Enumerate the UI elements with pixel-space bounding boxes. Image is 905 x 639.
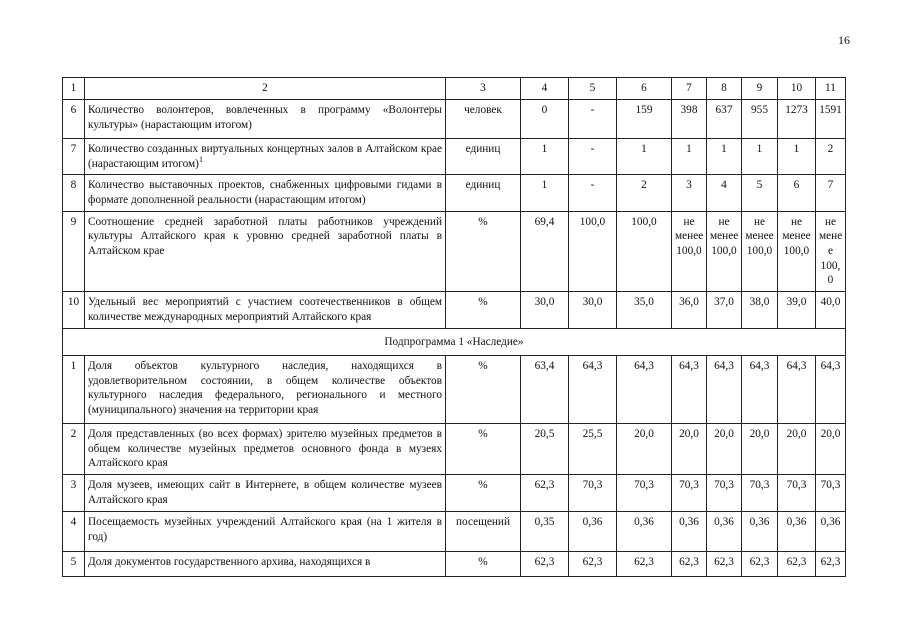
value-cell: 64,3 xyxy=(742,356,778,424)
indicator-name: Соотношение средней заработной платы работников учреждений культуры Алтайского края к уровню средней заработной платы в Алтайском крае xyxy=(85,211,446,291)
value-cell: 100,0 xyxy=(569,211,617,291)
value-cell: 39,0 xyxy=(778,292,816,329)
value-cell: 0,36 xyxy=(742,512,778,552)
value-cell: 1 xyxy=(617,139,672,175)
row-number: 4 xyxy=(63,512,85,552)
value-cell: 70,3 xyxy=(707,475,742,512)
value-cell: 62,3 xyxy=(742,552,778,577)
value-cell: 0,36 xyxy=(816,512,846,552)
row-number: 2 xyxy=(63,424,85,475)
page-number: 16 xyxy=(838,33,850,47)
table-row xyxy=(63,100,846,139)
value-cell: 1 xyxy=(742,139,778,175)
table-row xyxy=(63,211,846,291)
value-cell: 62,3 xyxy=(778,552,816,577)
value-cell: 1273 xyxy=(778,100,816,139)
indicator-name: Количество волонтеров, вовлеченных в программу «Волонтеры культуры» (нарастающим итогом) xyxy=(85,100,446,139)
header-cell: 7 xyxy=(672,78,707,100)
header-cell: 9 xyxy=(742,78,778,100)
value-cell: 20,0 xyxy=(672,424,707,475)
value-cell: 0,35 xyxy=(521,512,569,552)
indicator-name: Доля документов государственного архива, находящихся в xyxy=(85,552,446,577)
unit-cell: % xyxy=(446,475,521,512)
table-row xyxy=(63,175,846,211)
indicator-name: Посещаемость музейных учреждений Алтайского края (на 1 жителя в год) xyxy=(85,512,446,552)
value-cell: 20,0 xyxy=(816,424,846,475)
value-cell: 0,36 xyxy=(617,512,672,552)
row-number: 8 xyxy=(63,175,85,211)
header-cell: 6 xyxy=(617,78,672,100)
table-row xyxy=(63,356,846,424)
value-cell: 37,0 xyxy=(707,292,742,329)
value-cell: не менее 100,0 xyxy=(672,211,707,291)
value-cell: 30,0 xyxy=(521,292,569,329)
row-number: 10 xyxy=(63,292,85,329)
value-cell: 70,3 xyxy=(672,475,707,512)
value-cell: 0 xyxy=(521,100,569,139)
header-cell: 1 xyxy=(63,78,85,100)
table-row xyxy=(63,475,846,512)
unit-cell: % xyxy=(446,424,521,475)
indicator-name: Доля объектов культурного наследия, находящихся в удовлетворительном состоянии, в общем количестве объектов культурного наследия федерального, регионального и местного (муниципального) значения на территории края xyxy=(85,356,446,424)
value-cell: 20,0 xyxy=(707,424,742,475)
value-cell: - xyxy=(569,100,617,139)
value-cell: не менее 100,0 xyxy=(707,211,742,291)
value-cell: 4 xyxy=(707,175,742,211)
value-cell: 2 xyxy=(617,175,672,211)
value-cell: 20,5 xyxy=(521,424,569,475)
value-cell: 38,0 xyxy=(742,292,778,329)
table-body xyxy=(63,78,846,577)
value-cell: 70,3 xyxy=(569,475,617,512)
unit-cell: % xyxy=(446,552,521,577)
unit-cell: единиц xyxy=(446,139,521,175)
row-number: 9 xyxy=(63,211,85,291)
value-cell: 0,36 xyxy=(672,512,707,552)
value-cell: 25,5 xyxy=(569,424,617,475)
value-cell: 5 xyxy=(742,175,778,211)
value-cell: 62,3 xyxy=(521,475,569,512)
header-cell: 3 xyxy=(446,78,521,100)
header-cell: 2 xyxy=(85,78,446,100)
unit-cell: единиц xyxy=(446,175,521,211)
table-row xyxy=(63,139,846,175)
value-cell: 70,3 xyxy=(778,475,816,512)
value-cell: 35,0 xyxy=(617,292,672,329)
value-cell: 64,3 xyxy=(569,356,617,424)
value-cell: 64,3 xyxy=(707,356,742,424)
value-cell: 100,0 xyxy=(617,211,672,291)
header-cell: 5 xyxy=(569,78,617,100)
value-cell: 637 xyxy=(707,100,742,139)
value-cell: 1591 xyxy=(816,100,846,139)
value-cell: 7 xyxy=(816,175,846,211)
unit-cell: % xyxy=(446,292,521,329)
value-cell: 70,3 xyxy=(742,475,778,512)
value-cell: не менее 100,0 xyxy=(742,211,778,291)
header-cell: 10 xyxy=(778,78,816,100)
value-cell: - xyxy=(569,175,617,211)
value-cell: 69,4 xyxy=(521,211,569,291)
row-number: 1 xyxy=(63,356,85,424)
unit-cell: человек xyxy=(446,100,521,139)
value-cell: 62,3 xyxy=(707,552,742,577)
indicator-name: Доля музеев, имеющих сайт в Интернете, в общем количестве музеев Алтайского края xyxy=(85,475,446,512)
header-cell: 8 xyxy=(707,78,742,100)
value-cell: 1 xyxy=(672,139,707,175)
value-cell: 64,3 xyxy=(816,356,846,424)
unit-cell: посещений xyxy=(446,512,521,552)
unit-cell: % xyxy=(446,211,521,291)
value-cell: 398 xyxy=(672,100,707,139)
value-cell: 62,3 xyxy=(569,552,617,577)
value-cell: 159 xyxy=(617,100,672,139)
value-cell: 20,0 xyxy=(778,424,816,475)
indicator-name: Количество созданных виртуальных концертных залов в Алтайском крае (нарастающим итогом)$^1$ xyxy=(85,139,446,175)
indicators-table xyxy=(62,77,846,577)
value-cell: 62,3 xyxy=(816,552,846,577)
header-cell: 4 xyxy=(521,78,569,100)
value-cell: 955 xyxy=(742,100,778,139)
row-number: 3 xyxy=(63,475,85,512)
value-cell: не менее 100,0 xyxy=(778,211,816,291)
value-cell: 0,36 xyxy=(569,512,617,552)
value-cell: 1 xyxy=(707,139,742,175)
value-cell: 30,0 xyxy=(569,292,617,329)
value-cell: 63,4 xyxy=(521,356,569,424)
indicator-name: Удельный вес мероприятий с участием соотечественников в общем количестве международных мероприятий Алтайского края xyxy=(85,292,446,329)
value-cell: 64,3 xyxy=(617,356,672,424)
row-number: 5 xyxy=(63,552,85,577)
value-cell: 0,36 xyxy=(707,512,742,552)
table-row xyxy=(63,512,846,552)
value-cell: - xyxy=(569,139,617,175)
table-row xyxy=(63,292,846,329)
value-cell: 40,0 xyxy=(816,292,846,329)
value-cell: 62,3 xyxy=(617,552,672,577)
section-row xyxy=(63,329,846,356)
value-cell: 1 xyxy=(521,175,569,211)
value-cell: 70,3 xyxy=(617,475,672,512)
value-cell: 1 xyxy=(521,139,569,175)
unit-cell: % xyxy=(446,356,521,424)
value-cell: 70,3 xyxy=(816,475,846,512)
value-cell: 3 xyxy=(672,175,707,211)
value-cell: 36,0 xyxy=(672,292,707,329)
value-cell: 6 xyxy=(778,175,816,211)
header-cell: 11 xyxy=(816,78,846,100)
value-cell: 20,0 xyxy=(742,424,778,475)
value-cell: 62,3 xyxy=(521,552,569,577)
value-cell: 0,36 xyxy=(778,512,816,552)
value-cell: не мене е 100, 0 xyxy=(816,211,846,291)
indicator-name: Доля представленных (во всех формах) зрителю музейных предметов в общем количестве музейных предметов основного фонда в музеях Алтайского края xyxy=(85,424,446,475)
header-row xyxy=(63,78,846,100)
indicator-name: Количество выставочных проектов, снабженных цифровыми гидами в формате дополненной реальности (нарастающим итогом) xyxy=(85,175,446,211)
value-cell: 1 xyxy=(778,139,816,175)
table-row xyxy=(63,552,846,577)
row-number: 6 xyxy=(63,100,85,139)
value-cell: 62,3 xyxy=(672,552,707,577)
row-number: 7 xyxy=(63,139,85,175)
table-row xyxy=(63,424,846,475)
value-cell: 64,3 xyxy=(672,356,707,424)
value-cell: 64,3 xyxy=(778,356,816,424)
footnote-mark: 1 xyxy=(198,154,203,164)
section-title: Подпрограмма 1 «Наследие» xyxy=(63,329,846,356)
value-cell: 20,0 xyxy=(617,424,672,475)
value-cell: 2 xyxy=(816,139,846,175)
